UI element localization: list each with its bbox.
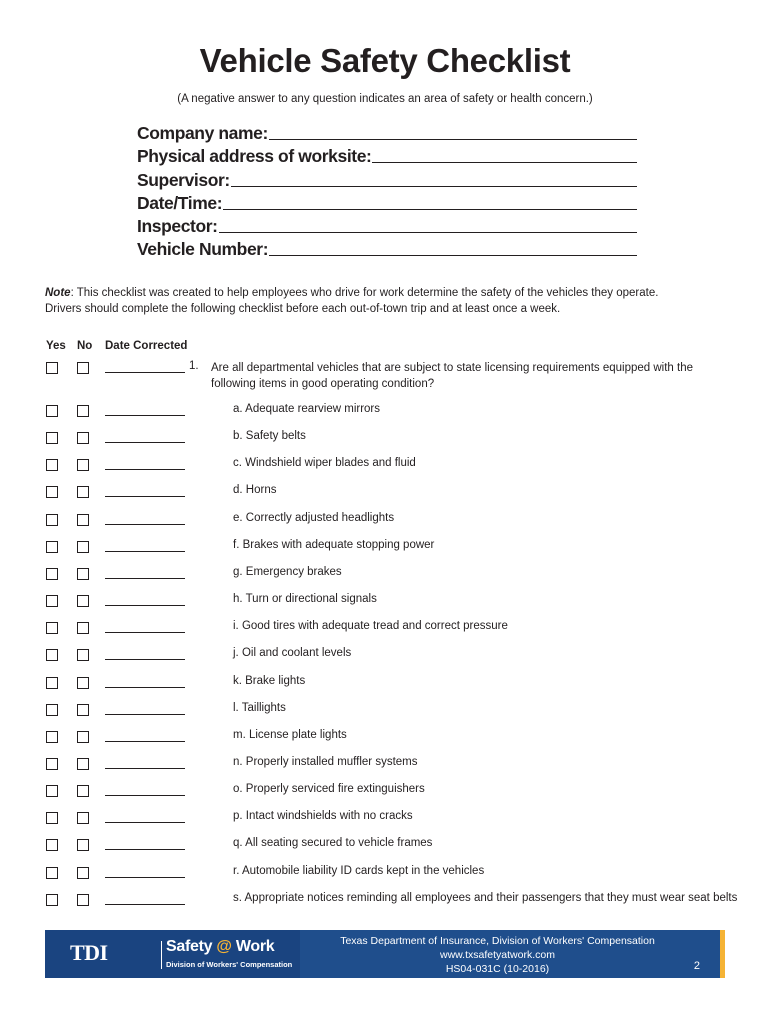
- no-checkbox[interactable]: [77, 595, 89, 607]
- checklist-item-text: n. Properly installed muffler systems: [233, 755, 418, 768]
- no-checkbox[interactable]: [77, 649, 89, 661]
- checklist-item-text: r. Automobile liability ID cards kept in the vehicles: [233, 864, 485, 877]
- yes-checkbox[interactable]: [46, 362, 58, 374]
- checklist-item-text: c. Windshield wiper blades and fluid: [233, 457, 416, 470]
- info-fields: [137, 121, 637, 260]
- checklist-row: [0, 593, 770, 613]
- checklist-item-text: s. Appropriate notices reminding all employees and their passengers that they must wear seat belts: [233, 891, 738, 904]
- checklist-row: [0, 892, 770, 912]
- note: [45, 285, 745, 317]
- column-date-header: Date Corrected: [105, 340, 188, 352]
- date-corrected-field[interactable]: [105, 741, 185, 742]
- note-label: Note: [45, 287, 71, 299]
- date-corrected-field[interactable]: [105, 496, 185, 497]
- company-name-field[interactable]: [137, 121, 637, 144]
- question-text: [211, 360, 731, 392]
- no-checkbox[interactable]: [77, 405, 89, 417]
- logo-safety-at-work: [166, 938, 274, 956]
- no-checkbox[interactable]: [77, 812, 89, 824]
- checklist-item-text: l. Taillights: [233, 701, 286, 714]
- checklist-item-text: m. License plate lights: [233, 728, 347, 741]
- inspector-field[interactable]: [137, 214, 637, 237]
- date-corrected-field[interactable]: [105, 372, 185, 373]
- date-corrected-field[interactable]: [105, 714, 185, 715]
- checklist-item-text: d. Horns: [233, 484, 277, 497]
- yes-checkbox[interactable]: [46, 731, 58, 743]
- checklist-item-text: p. Intact windshields with no cracks: [233, 810, 413, 823]
- checklist-row: [0, 810, 770, 830]
- date-corrected-field[interactable]: [105, 415, 185, 416]
- no-checkbox[interactable]: [77, 459, 89, 471]
- date-corrected-field[interactable]: [105, 605, 185, 606]
- yes-checkbox[interactable]: [46, 812, 58, 824]
- yes-checkbox[interactable]: [46, 649, 58, 661]
- logo-divider: [161, 941, 162, 969]
- document-title: Vehicle Safety Checklist: [199, 42, 571, 79]
- date-corrected-field[interactable]: [105, 822, 185, 823]
- checklist-row: [0, 430, 770, 450]
- yes-checkbox[interactable]: [46, 839, 58, 851]
- date-corrected-field[interactable]: [105, 849, 185, 850]
- no-checkbox[interactable]: [77, 758, 89, 770]
- footer-website: www.txsafetyatwork.com: [440, 949, 555, 961]
- question-row: [0, 360, 770, 390]
- checklist-item-text: h. Turn or directional signals: [233, 593, 377, 606]
- checklist-item-text: f. Brakes with adequate stopping power: [233, 538, 435, 551]
- field-label: Company name:: [137, 123, 268, 144]
- yes-checkbox[interactable]: [46, 486, 58, 498]
- checklist-item-text: e. Correctly adjusted headlights: [233, 511, 395, 524]
- fill-line: [231, 186, 637, 187]
- checklist-row: [0, 837, 770, 857]
- field-label: Vehicle Number:: [137, 239, 269, 260]
- yes-checkbox[interactable]: [46, 459, 58, 471]
- document-subtitle: (A negative answer to any question indicates an area of safety or health concern.): [177, 93, 593, 105]
- fill-line: [269, 139, 637, 140]
- logo-subtitle: Division of Workers' Compensation: [166, 960, 293, 969]
- no-checkbox[interactable]: [77, 731, 89, 743]
- yes-checkbox[interactable]: [46, 758, 58, 770]
- no-checkbox[interactable]: [77, 622, 89, 634]
- page-number: 2: [693, 960, 700, 972]
- fill-line: [223, 209, 637, 210]
- logo-tdi-text: TDI: [70, 940, 108, 965]
- checklist-item-text: i. Good tires with adequate tread and correct pressure: [233, 620, 508, 633]
- yes-checkbox[interactable]: [46, 541, 58, 553]
- fill-line: [372, 162, 637, 163]
- no-checkbox[interactable]: [77, 704, 89, 716]
- no-checkbox[interactable]: [77, 541, 89, 553]
- date-corrected-field[interactable]: [105, 795, 185, 796]
- no-checkbox[interactable]: [77, 677, 89, 689]
- date-corrected-field[interactable]: [105, 442, 185, 443]
- yes-checkbox[interactable]: [46, 622, 58, 634]
- logo-work: Work: [235, 938, 275, 955]
- logo-at-symbol: @: [216, 938, 232, 955]
- no-checkbox[interactable]: [77, 568, 89, 580]
- column-yes-header: Yes: [46, 340, 66, 352]
- checklist-item-text: j. Oil and coolant levels: [233, 647, 352, 660]
- yes-checkbox[interactable]: [46, 677, 58, 689]
- yes-checkbox[interactable]: [46, 704, 58, 716]
- field-label: Physical address of worksite:: [137, 146, 372, 167]
- date-corrected-field[interactable]: [105, 632, 185, 633]
- yes-checkbox[interactable]: [46, 514, 58, 526]
- physical-address-field[interactable]: [137, 144, 637, 167]
- supervisor-field[interactable]: [137, 167, 637, 190]
- date-corrected-field[interactable]: [105, 877, 185, 878]
- date-corrected-field[interactable]: [105, 768, 185, 769]
- yes-checkbox[interactable]: [46, 432, 58, 444]
- checklist-row: [0, 566, 770, 586]
- no-checkbox[interactable]: [77, 894, 89, 906]
- checklist-row: [0, 620, 770, 640]
- checklist-row: [0, 512, 770, 532]
- column-no-header: No: [77, 340, 93, 352]
- yes-checkbox[interactable]: [46, 894, 58, 906]
- vehicle-number-field[interactable]: [137, 237, 637, 260]
- checklist-row: [0, 865, 770, 885]
- field-label: Inspector:: [137, 215, 218, 236]
- fill-line: [269, 255, 637, 256]
- no-checkbox[interactable]: [77, 514, 89, 526]
- question-line-1: Are all departmental vehicles that are subject to state licensing requirements equipped with the: [211, 362, 693, 374]
- date-corrected-field[interactable]: [105, 904, 185, 905]
- field-label: Date/Time:: [137, 192, 223, 213]
- yes-checkbox[interactable]: [46, 785, 58, 797]
- no-checkbox[interactable]: [77, 432, 89, 444]
- yes-checkbox[interactable]: [46, 867, 58, 879]
- checklist-row: [0, 783, 770, 803]
- checklist-row: [0, 539, 770, 559]
- question-line-2: following items in good operating condition?: [211, 378, 435, 390]
- checklist-row: [0, 403, 770, 423]
- date-corrected-field[interactable]: [105, 659, 185, 660]
- checklist-item-text: q. All seating secured to vehicle frames: [233, 837, 433, 850]
- no-checkbox[interactable]: [77, 867, 89, 879]
- field-label: Supervisor:: [137, 169, 230, 190]
- checklist-item-text: a. Adequate rearview mirrors: [233, 403, 381, 415]
- footer-banner: [45, 930, 725, 978]
- checklist-row: [0, 702, 770, 722]
- no-checkbox[interactable]: [77, 362, 89, 374]
- note-line-1: : This checklist was created to help employees who drive for work determine the safety of the vehicles they operate.: [70, 287, 659, 299]
- date-corrected-field[interactable]: [105, 469, 185, 470]
- date-corrected-field[interactable]: [105, 687, 185, 688]
- no-checkbox[interactable]: [77, 839, 89, 851]
- yes-checkbox[interactable]: [46, 595, 58, 607]
- no-checkbox[interactable]: [77, 785, 89, 797]
- footer-org-name: Texas Department of Insurance, Division of Workers' Compensation: [340, 935, 655, 947]
- checklist-item-text: b. Safety belts: [233, 430, 306, 443]
- checklist-row: [0, 457, 770, 477]
- note-line-2: Drivers should complete the following checklist before each out-of-town trip and at least once a week.: [45, 303, 561, 315]
- yes-checkbox[interactable]: [46, 405, 58, 417]
- checklist-item-text: k. Brake lights: [233, 674, 306, 687]
- checklist-row: [0, 675, 770, 695]
- date-time-field[interactable]: [137, 191, 637, 214]
- footer-form-code: HS04-031C (10-2016): [445, 963, 550, 975]
- checklist-item-text: o. Properly serviced fire extinguishers: [233, 783, 425, 796]
- yes-checkbox[interactable]: [46, 568, 58, 580]
- checklist-row: [0, 756, 770, 776]
- date-corrected-field[interactable]: [105, 551, 185, 552]
- checklist-row: [0, 647, 770, 667]
- checklist-row: [0, 484, 770, 504]
- no-checkbox[interactable]: [77, 486, 89, 498]
- date-corrected-field[interactable]: [105, 578, 185, 579]
- checklist-item-text: g. Emergency brakes: [233, 565, 342, 578]
- logo-safety: Safety: [166, 938, 213, 955]
- checklist-row: [0, 729, 770, 749]
- question-number: 1.: [189, 360, 199, 372]
- date-corrected-field[interactable]: [105, 524, 185, 525]
- tdi-safety-at-work-logo: [45, 930, 300, 978]
- fill-line: [219, 232, 637, 233]
